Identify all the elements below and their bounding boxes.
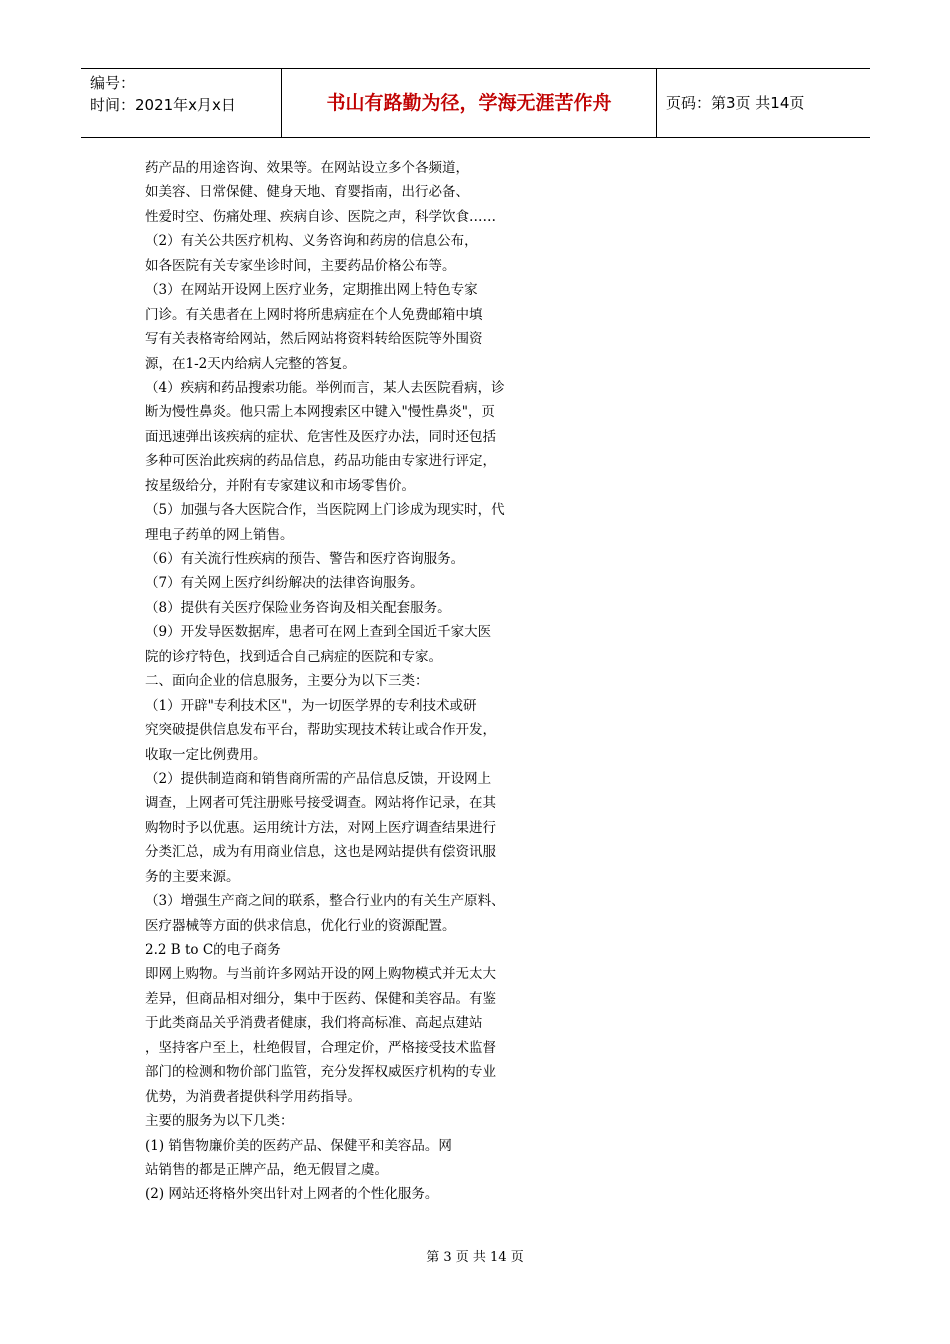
body-text-line: 分类汇总，成为有用商业信息，这也是网站提供有偿资讯服 bbox=[145, 844, 496, 861]
body-text-line: 购物时予以优惠。运用统计方法，对网上医疗调查结果进行 bbox=[145, 819, 496, 836]
body-text-line: ，坚持客户至上，杜绝假冒，合理定价，严格接受技术监督 bbox=[145, 1039, 496, 1056]
body-text-line: 理电子药单的网上销售。 bbox=[145, 526, 294, 543]
body-text-line: 务的主要来源。 bbox=[145, 868, 240, 885]
body-text-line: 2.2 B to C的电子商务 bbox=[145, 942, 281, 958]
body-text-line: （1）开辟"专利技术区"，为一切医学界的专利技术或研 bbox=[145, 697, 477, 714]
body-text-line: 于此类商品关乎消费者健康，我们将高标准、高起点建站 bbox=[145, 1015, 483, 1032]
body-text-line: （2）有关公共医疗机构、义务咨询和药房的信息公布， bbox=[145, 233, 478, 250]
body-text-line: 部门的检测和物价部门监管，充分发挥权威医疗机构的专业 bbox=[145, 1064, 496, 1081]
body-text-line: （2）提供制造商和销售商所需的产品信息反馈，开设网上 bbox=[145, 770, 492, 787]
body-text-line: （3）在网站开设网上医疗业务，定期推出网上特色专家 bbox=[145, 282, 478, 299]
body-text-line: 多种可医治此疾病的药品信息，药品功能由专家进行评定， bbox=[145, 453, 496, 470]
body-text-line: 究突破提供信息发布平台，帮助实现技术转让或合作开发， bbox=[145, 722, 496, 739]
body-text-line: 面迅速弹出该疾病的症状、危害性及医疗办法，同时还包括 bbox=[145, 428, 496, 445]
body-text-line: 医疗器械等方面的供求信息，优化行业的资源配置。 bbox=[145, 917, 456, 934]
body-text-line: （3）增强生产商之间的联系，整合行业内的有关生产原料、 bbox=[145, 893, 505, 910]
body-text-line: 调查，上网者可凭注册账号接受调查。网站将作记录，在其 bbox=[145, 795, 496, 812]
body-text-line: （4）疾病和药品搜索功能。举例而言，某人去医院看病，诊 bbox=[145, 379, 505, 396]
body-text-line: （9）开发导医数据库，患者可在网上查到全国近千家大医 bbox=[145, 624, 492, 641]
document-date-label: 时间：2021年x月x日 bbox=[90, 96, 236, 114]
body-text-line: 院的诊疗特色，找到适合自己病症的医院和专家。 bbox=[145, 648, 442, 665]
document-body bbox=[145, 156, 545, 1207]
body-text-line: 差异，但商品相对细分，集中于医药、保健和美容品。有鉴 bbox=[145, 990, 496, 1007]
body-text-line: 收取一定比例费用。 bbox=[145, 746, 267, 763]
header-info-cell bbox=[81, 69, 282, 137]
body-text-line: 源，在1-2天内给病人完整的答复。 bbox=[145, 355, 356, 372]
body-text-line: （8）提供有关医疗保险业务咨询及相关配套服务。 bbox=[145, 599, 451, 616]
body-text-line: （5）加强与各大医院合作，当医院网上门诊成为现实时，代 bbox=[145, 502, 505, 519]
header-page-number: 页码：第3页 共14页 bbox=[666, 94, 805, 112]
page-footer: 第 3 页 共 14 页 bbox=[426, 1250, 524, 1265]
body-text-line: 优势，为消费者提供科学用药指导。 bbox=[145, 1088, 361, 1105]
body-text-line: 写有关表格寄给网站，然后网站将资料转给医院等外围资 bbox=[145, 331, 483, 348]
document-number-label: 编号： bbox=[90, 74, 136, 92]
body-text-line: 即网上购物。与当前许多网站开设的网上购物模式并无太大 bbox=[145, 966, 496, 983]
body-text-line: 如各医院有关专家坐诊时间，主要药品价格公布等。 bbox=[145, 257, 456, 274]
body-text-line: 药产品的用途咨询、效果等。在网站设立多个各频道， bbox=[145, 160, 469, 176]
body-text-line: 主要的服务为以下几类： bbox=[145, 1113, 294, 1130]
body-text-line: 门诊。有关患者在上网时将所患病症在个人免费邮箱中填 bbox=[145, 306, 483, 323]
header-motto: 书山有路勤为径，学海无涯苦作舟 bbox=[282, 69, 657, 137]
body-text-line: 断为慢性鼻炎。他只需上本网搜索区中键入"慢性鼻炎"，页 bbox=[145, 404, 495, 421]
page-header bbox=[81, 68, 870, 138]
body-text-line: （6）有关流行性疾病的预告、警告和医疗咨询服务。 bbox=[145, 551, 465, 567]
body-text-line: (2) 网站还将格外突出针对上网者的个性化服务。 bbox=[145, 1186, 439, 1203]
body-text-line: 如美容、日常保健、健身天地、育婴指南，出行必备、 bbox=[145, 184, 469, 201]
body-text-line: （7）有关网上医疗纠纷解决的法律咨询服务。 bbox=[145, 575, 424, 592]
body-text-line: 二、面向企业的信息服务，主要分为以下三类： bbox=[145, 673, 429, 690]
body-text-line: (1) 销售物廉价美的医药产品、保健平和美容品。网 bbox=[145, 1137, 452, 1154]
body-text-line: 性爱时空、伤痛处理、疾病自诊、医院之声，科学饮食…… bbox=[145, 208, 496, 225]
body-text-line: 按星级给分，并附有专家建议和市场零售价。 bbox=[145, 477, 415, 494]
body-text-line: 站销售的都是正牌产品，绝无假冒之虞。 bbox=[145, 1161, 388, 1178]
